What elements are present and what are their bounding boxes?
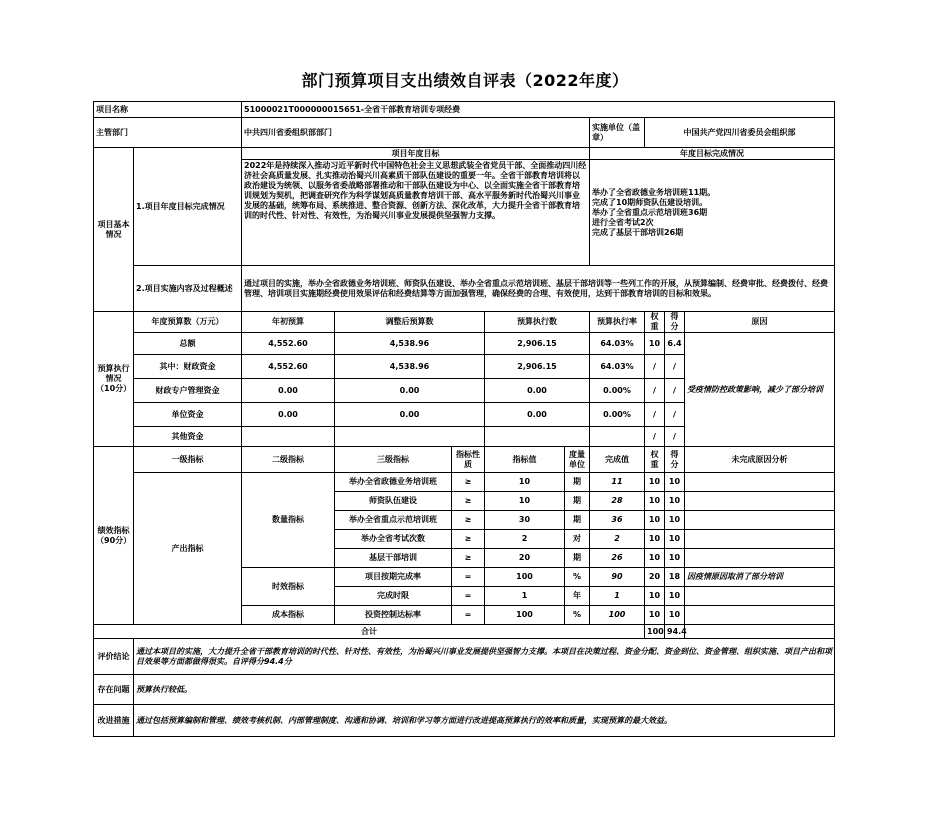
perf-op: ≥ — [452, 530, 485, 549]
budget-weight: 10 — [645, 333, 665, 355]
perf-value: 2 — [485, 530, 565, 549]
budget-rate: 64.03% — [590, 333, 645, 355]
project-name-row — [94, 102, 835, 118]
budget-section-label: 预算执行情况（10分） — [94, 312, 134, 447]
eval-label: 评价结论 — [94, 639, 134, 675]
budget-row-label: 财政专户管理资金 — [134, 379, 242, 403]
perf-section-label: 绩效指标（90分） — [94, 447, 134, 625]
perf-group-time: 时效指标 — [242, 568, 335, 606]
perf-indicator: 基层干部培训 — [335, 549, 452, 568]
perf-reason — [685, 511, 835, 530]
perf-unit: % — [565, 568, 590, 587]
perf-col-level1: 一级指标 — [134, 447, 242, 473]
perf-indicator: 完成时限 — [335, 587, 452, 606]
budget-score: / — [665, 427, 685, 447]
perf-indicator: 师资队伍建设 — [335, 492, 452, 511]
perf-done: 36 — [590, 511, 645, 530]
budget-reason: 受疫情防控政策影响，减少了部分培训 — [685, 333, 835, 447]
perf-level1: 产出指标 — [134, 473, 242, 625]
budget-row-label: 其他资金 — [134, 427, 242, 447]
budget-initial: 4,552.60 — [242, 355, 335, 379]
perf-op: ≥ — [452, 549, 485, 568]
perf-indicator: 项目按期完成率 — [335, 568, 452, 587]
perf-weight: 10 — [645, 511, 665, 530]
dept-label: 主管部门 — [94, 118, 242, 148]
perf-done: 100 — [590, 606, 645, 625]
perf-done: 2 — [590, 530, 645, 549]
budget-row-label: 总额 — [134, 333, 242, 355]
budget-weight: / — [645, 427, 665, 447]
perf-indicator: 举办全省政德业务培训班 — [335, 473, 452, 492]
budget-col-adjusted: 调整后预算数 — [335, 312, 485, 333]
budget-score: / — [665, 355, 685, 379]
evaluation-table — [93, 101, 835, 737]
total-score: 94.4 — [665, 625, 685, 639]
eval-row — [94, 639, 835, 675]
perf-score: 10 — [665, 587, 685, 606]
perf-value: 100 — [485, 568, 565, 587]
basic-header-row — [94, 148, 835, 160]
perf-row — [94, 473, 835, 492]
done-header: 年度目标完成情况 — [590, 148, 835, 160]
perf-reason — [685, 606, 835, 625]
budget-executed: 0.00 — [485, 379, 590, 403]
budget-rate: 64.03% — [590, 355, 645, 379]
improve-row — [94, 705, 835, 737]
perf-unit: 对 — [565, 530, 590, 549]
impl-value: 中国共产党四川省委员会组织部 — [645, 118, 835, 148]
budget-adjusted: 0.00 — [335, 379, 485, 403]
perf-indicator: 投资控制达标率 — [335, 606, 452, 625]
perf-weight: 10 — [645, 492, 665, 511]
budget-header-row — [94, 312, 835, 333]
item2-row — [94, 266, 835, 312]
budget-initial: 0.00 — [242, 379, 335, 403]
impl-label: 实施单位（盖章） — [590, 118, 645, 148]
budget-col-score: 得分 — [665, 312, 685, 333]
perf-unit: 期 — [565, 511, 590, 530]
perf-value: 30 — [485, 511, 565, 530]
perf-score: 10 — [665, 492, 685, 511]
perf-weight: 10 — [645, 530, 665, 549]
perf-unit: 期 — [565, 492, 590, 511]
budget-col-executed: 预算执行数 — [485, 312, 590, 333]
perf-unit: 期 — [565, 473, 590, 492]
budget-initial: 0.00 — [242, 403, 335, 427]
perf-unit: 年 — [565, 587, 590, 606]
budget-initial — [242, 427, 335, 447]
perf-done: 28 — [590, 492, 645, 511]
perf-weight: 10 — [645, 549, 665, 568]
perf-done: 11 — [590, 473, 645, 492]
perf-op: = — [452, 606, 485, 625]
perf-reason — [685, 587, 835, 606]
perf-value: 10 — [485, 492, 565, 511]
budget-weight: / — [645, 379, 665, 403]
perf-op: ≥ — [452, 473, 485, 492]
item1-done-text: 举办了全省政德业务培训班11期。 完成了10期师资队伍建设培训。 举办了全省重点示范培训班36期 进行全省考试2次 完成了基层干部培训26期 — [590, 160, 835, 266]
perf-score: 10 — [665, 511, 685, 530]
page-title: 部门预算项目支出绩效自评表（2022年度） — [301, 71, 629, 90]
perf-col-value: 指标值 — [485, 447, 565, 473]
issue-text: 预算执行较低。 — [134, 675, 835, 705]
eval-text: 通过本项目的实施，大力提升全省干部教育培训的时代性、针对性、有效性，为治蜀兴川事业发展提供坚强智力支撑。本项目在决策过程、资金分配、资金到位、资金管理、组织实施、项目产出和项目效果等方面都做得很实。自评得分94.4分 — [134, 639, 835, 675]
perf-op: ≥ — [452, 511, 485, 530]
budget-rate — [590, 427, 645, 447]
budget-score: 6.4 — [665, 333, 685, 355]
item1-goal-text: 2022年是持续深入推动习近平新时代中国特色社会主义思想武装全省党员干部、全面推动四川经济社会高质量发展、扎实推动治蜀兴川高素质干部队伍建设的重要一年。全省干部教育培训将以政治建设为统领、以服务省委战略部署推动和干部队伍建设为中心、以全面实施全省干部教育培训规划为契机，把调查研究作为科学谋划高质量教育培训干部、高水平服务新时代治蜀兴川事业发展的基础，统筹布局、系统推进、整合资源、创新方法、深化改革，大力提升全省干部教育培训的时代性、针对性、有效性，为治蜀兴川事业发展提供坚强智力支撑。 — [242, 160, 590, 266]
perf-group-quantity: 数量指标 — [242, 473, 335, 568]
perf-weight: 20 — [645, 568, 665, 587]
improve-text: 通过包括预算编制和管理、绩效考核机制、内部管理制度、沟通和协调、培训和学习等方面进行改进提高预算执行的效率和质量，实现预算的最大效益。 — [134, 705, 835, 737]
budget-col-year: 年度预算数（万元） — [134, 312, 242, 333]
perf-value: 20 — [485, 549, 565, 568]
budget-col-initial: 年初预算 — [242, 312, 335, 333]
perf-col-unit: 度量单位 — [565, 447, 590, 473]
improve-label: 改进措施 — [94, 705, 134, 737]
perf-weight: 10 — [645, 587, 665, 606]
item1-label: 1.项目年度目标完成情况 — [134, 148, 242, 266]
budget-adjusted: 4,538.96 — [335, 333, 485, 355]
perf-col-nature: 指标性质 — [452, 447, 485, 473]
perf-score: 10 — [665, 473, 685, 492]
perf-unit: 期 — [565, 549, 590, 568]
budget-row-label: 其中：财政资金 — [134, 355, 242, 379]
dept-value: 中共四川省委组织部部门 — [242, 118, 590, 148]
perf-reason — [685, 549, 835, 568]
budget-col-reason: 原因 — [685, 312, 835, 333]
budget-executed: 2,906.15 — [485, 333, 590, 355]
budget-col-weight: 权重 — [645, 312, 665, 333]
budget-weight: / — [645, 403, 665, 427]
issue-label: 存在问题 — [94, 675, 134, 705]
perf-reason — [685, 492, 835, 511]
perf-col-score: 得分 — [665, 447, 685, 473]
project-name-label: 项目名称 — [94, 102, 242, 118]
perf-value: 10 — [485, 473, 565, 492]
dept-row — [94, 118, 835, 148]
item2-text: 通过项目的实施，举办全省政德业务培训班、师资队伍建设、举办全省重点示范培训班、基层干部培训等一些列工作的开展，从预算编制、经费审批、经费拨付、经费管理、培训项目实施期经费使用效果评估和经费结算等方面加强管理，确保经费的合理、有效使用，达到干部教育培训的目标和效果。 — [242, 266, 835, 312]
perf-reason — [685, 473, 835, 492]
goal-header: 项目年度目标 — [242, 148, 590, 160]
basic-section-label: 项目基本情况 — [94, 148, 134, 312]
budget-col-rate: 预算执行率 — [590, 312, 645, 333]
item2-label: 2.项目实施内容及过程概述 — [134, 266, 242, 312]
perf-col-level2: 二级指标 — [242, 447, 335, 473]
budget-executed: 2,906.15 — [485, 355, 590, 379]
perf-done: 90 — [590, 568, 645, 587]
perf-reason: 因疫情原因取消了部分培训 — [685, 568, 835, 587]
budget-adjusted: 0.00 — [335, 403, 485, 427]
perf-score: 10 — [665, 530, 685, 549]
budget-rate: 0.00% — [590, 379, 645, 403]
budget-adjusted — [335, 427, 485, 447]
perf-col-reason: 未完成原因分析 — [685, 447, 835, 473]
total-weight: 100 — [645, 625, 665, 639]
budget-score: / — [665, 403, 685, 427]
perf-col-level3: 三级指标 — [335, 447, 452, 473]
budget-row-label: 单位资金 — [134, 403, 242, 427]
perf-indicator: 举办全省重点示范培训班 — [335, 511, 452, 530]
budget-adjusted: 4,538.96 — [335, 355, 485, 379]
budget-initial: 4,552.60 — [242, 333, 335, 355]
budget-score: / — [665, 379, 685, 403]
perf-col-done: 完成值 — [590, 447, 645, 473]
budget-row — [94, 333, 835, 355]
perf-score: 18 — [665, 568, 685, 587]
perf-value: 100 — [485, 606, 565, 625]
perf-header-row — [94, 447, 835, 473]
issue-row — [94, 675, 835, 705]
perf-indicator: 举办全省考试次数 — [335, 530, 452, 549]
perf-unit: % — [565, 606, 590, 625]
perf-done: 26 — [590, 549, 645, 568]
perf-op: = — [452, 587, 485, 606]
perf-reason — [685, 530, 835, 549]
perf-done: 1 — [590, 587, 645, 606]
budget-executed — [485, 427, 590, 447]
perf-group-cost: 成本指标 — [242, 606, 335, 625]
perf-value: 1 — [485, 587, 565, 606]
perf-score: 10 — [665, 549, 685, 568]
perf-weight: 10 — [645, 473, 665, 492]
perf-op: ≥ — [452, 492, 485, 511]
budget-rate: 0.00% — [590, 403, 645, 427]
perf-score: 10 — [665, 606, 685, 625]
budget-executed: 0.00 — [485, 403, 590, 427]
perf-weight: 10 — [645, 606, 665, 625]
perf-op: = — [452, 568, 485, 587]
total-label: 合计 — [94, 625, 645, 639]
project-name-value: 51000021T000000015651-全省干部教育培训专项经费 — [242, 102, 835, 118]
total-row — [94, 625, 835, 639]
budget-weight: / — [645, 355, 665, 379]
perf-col-weight: 权重 — [645, 447, 665, 473]
total-blank — [685, 625, 835, 639]
